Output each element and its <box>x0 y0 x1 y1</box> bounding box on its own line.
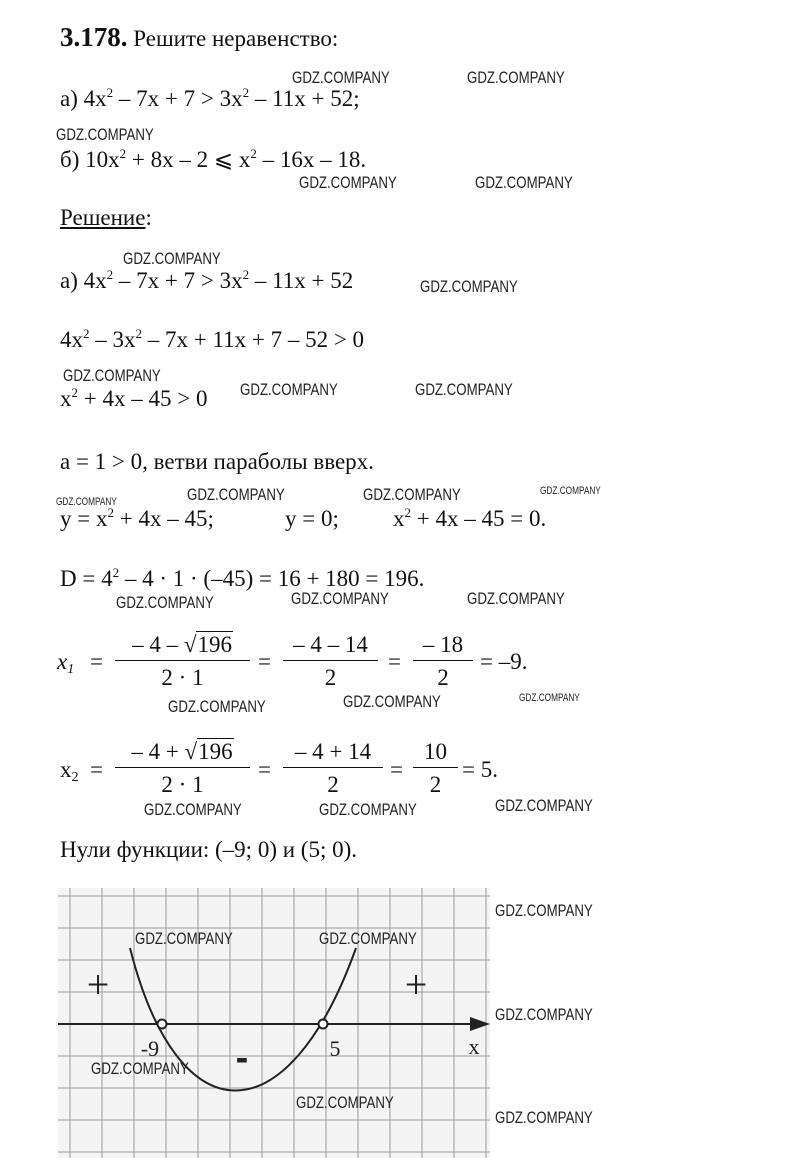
root-label-right: 5 <box>329 1036 341 1061</box>
x2-equals-2: = <box>258 757 271 782</box>
solution-line-4: a = 1 > 0, ветви параболы вверх. <box>60 449 374 474</box>
watermark: GDZ.COMPANY <box>495 796 593 815</box>
solution-line-5-eq: $x^2 + 4x - 45 = 0$. <box>393 505 547 531</box>
plus-sign-left: + <box>86 962 110 1007</box>
watermark: GDZ.COMPANY <box>296 1093 394 1112</box>
problem-header <box>60 22 338 53</box>
watermark: GDZ.COMPANY <box>319 929 417 948</box>
watermark: GDZ.COMPANY <box>495 1005 593 1024</box>
watermark: GDZ.COMPANY <box>299 173 397 192</box>
x1-equals-2: = <box>258 649 271 674</box>
solution-line-2: $4x^2 - 3x^2 - 7x + 11x + 7 - 52 > 0$ <box>60 326 365 352</box>
root-point-left <box>158 1020 167 1029</box>
solution-heading: Решение: <box>60 205 152 230</box>
watermark: GDZ.COMPANY <box>467 68 565 87</box>
parabola-graph <box>58 888 490 1158</box>
root-label-left: -9 <box>140 1036 160 1061</box>
solution-line-6: $D = 4^2 - 4 \cdot 1 \cdot (-45) = 16 + 180 = 196$. <box>60 565 425 591</box>
watermark: GDZ.COMPANY <box>319 800 417 819</box>
watermark: GDZ.COMPANY <box>240 380 338 399</box>
watermark: GDZ.COMPANY <box>415 380 513 399</box>
x1-fraction-2: $\frac{- 4 - 14}{2}$ <box>283 632 378 691</box>
x2-result: = 5. <box>462 757 498 782</box>
watermark: GDZ.COMPANY <box>292 68 390 87</box>
solution-line-5-y: y = 0; <box>285 506 339 531</box>
x1-fraction-1: $\frac{- 4 - √196}{2 \cdot 1}$ <box>115 632 250 691</box>
root-point-right <box>319 1020 328 1029</box>
watermark: GDZ.COMPANY <box>123 249 221 268</box>
watermark: GDZ.COMPANY <box>63 366 161 385</box>
watermark: GDZ.COMPANY <box>144 800 242 819</box>
minus-sign: - <box>235 1037 249 1079</box>
watermark: GDZ.COMPANY <box>91 1059 189 1078</box>
solution-line-5: $y = x^2 + 4x - 45$; <box>60 505 214 531</box>
solution-line-3: $x^2 + 4x - 45 > 0$ <box>60 385 208 411</box>
x2-fraction-2: $\frac{- 4 + 14}{2}$ <box>283 739 383 798</box>
problem-part-b: б) $10x^2 + 8x - 2$ ⩽ $x^2 - 16x - 18$. <box>60 146 367 172</box>
x2-variable: $x_2$ <box>60 757 79 785</box>
watermark: GDZ.COMPANY <box>291 589 389 608</box>
watermark: GDZ.COMPANY <box>187 485 285 504</box>
x2-fraction-1: $\frac{- 4 + √196}{2 \cdot 1}$ <box>115 739 250 798</box>
x1-fraction-3: $\frac{- 18}{2}$ <box>413 632 473 691</box>
watermark: GDZ.COMPANY <box>495 1108 593 1127</box>
watermark: GDZ.COMPANY <box>420 277 518 296</box>
watermark: GDZ.COMPANY <box>519 692 580 704</box>
solution-line-1: а) $4x^2 - 7x + 7 > 3x^2 - 11x + 52$ <box>60 267 354 293</box>
x1-result: = –9. <box>480 649 528 674</box>
plus-sign-right: + <box>404 962 428 1007</box>
watermark: GDZ.COMPANY <box>475 173 573 192</box>
watermark: GDZ.COMPANY <box>135 929 233 948</box>
x2-fraction-3: $\frac{10}{2}$ <box>413 739 458 798</box>
function-zeros: Нули функции: (–9; 0) и (5; 0). <box>60 837 357 862</box>
watermark: GDZ.COMPANY <box>56 125 154 144</box>
problem-part-a: а) $4x^2 - 7x + 7 > 3x^2 - 11x + 52$; <box>60 85 360 111</box>
problem-prompt: Решите неравенство: <box>133 26 339 51</box>
x2-equals: = <box>90 757 103 782</box>
x1-equals-3: = <box>388 649 401 674</box>
watermark: GDZ.COMPANY <box>540 485 601 497</box>
watermark: GDZ.COMPANY <box>56 496 117 508</box>
x2-equals-3: = <box>390 757 403 782</box>
watermark: GDZ.COMPANY <box>343 692 441 711</box>
x1-variable: $x_1$ <box>57 649 75 677</box>
x1-equals: = <box>90 649 103 674</box>
watermark: GDZ.COMPANY <box>363 485 461 504</box>
watermark: GDZ.COMPANY <box>116 593 214 612</box>
watermark: GDZ.COMPANY <box>168 697 266 716</box>
watermark: GDZ.COMPANY <box>467 589 565 608</box>
x-axis-label: x <box>468 1034 480 1059</box>
problem-number: 3.178. <box>60 22 128 52</box>
watermark: GDZ.COMPANY <box>495 901 593 920</box>
